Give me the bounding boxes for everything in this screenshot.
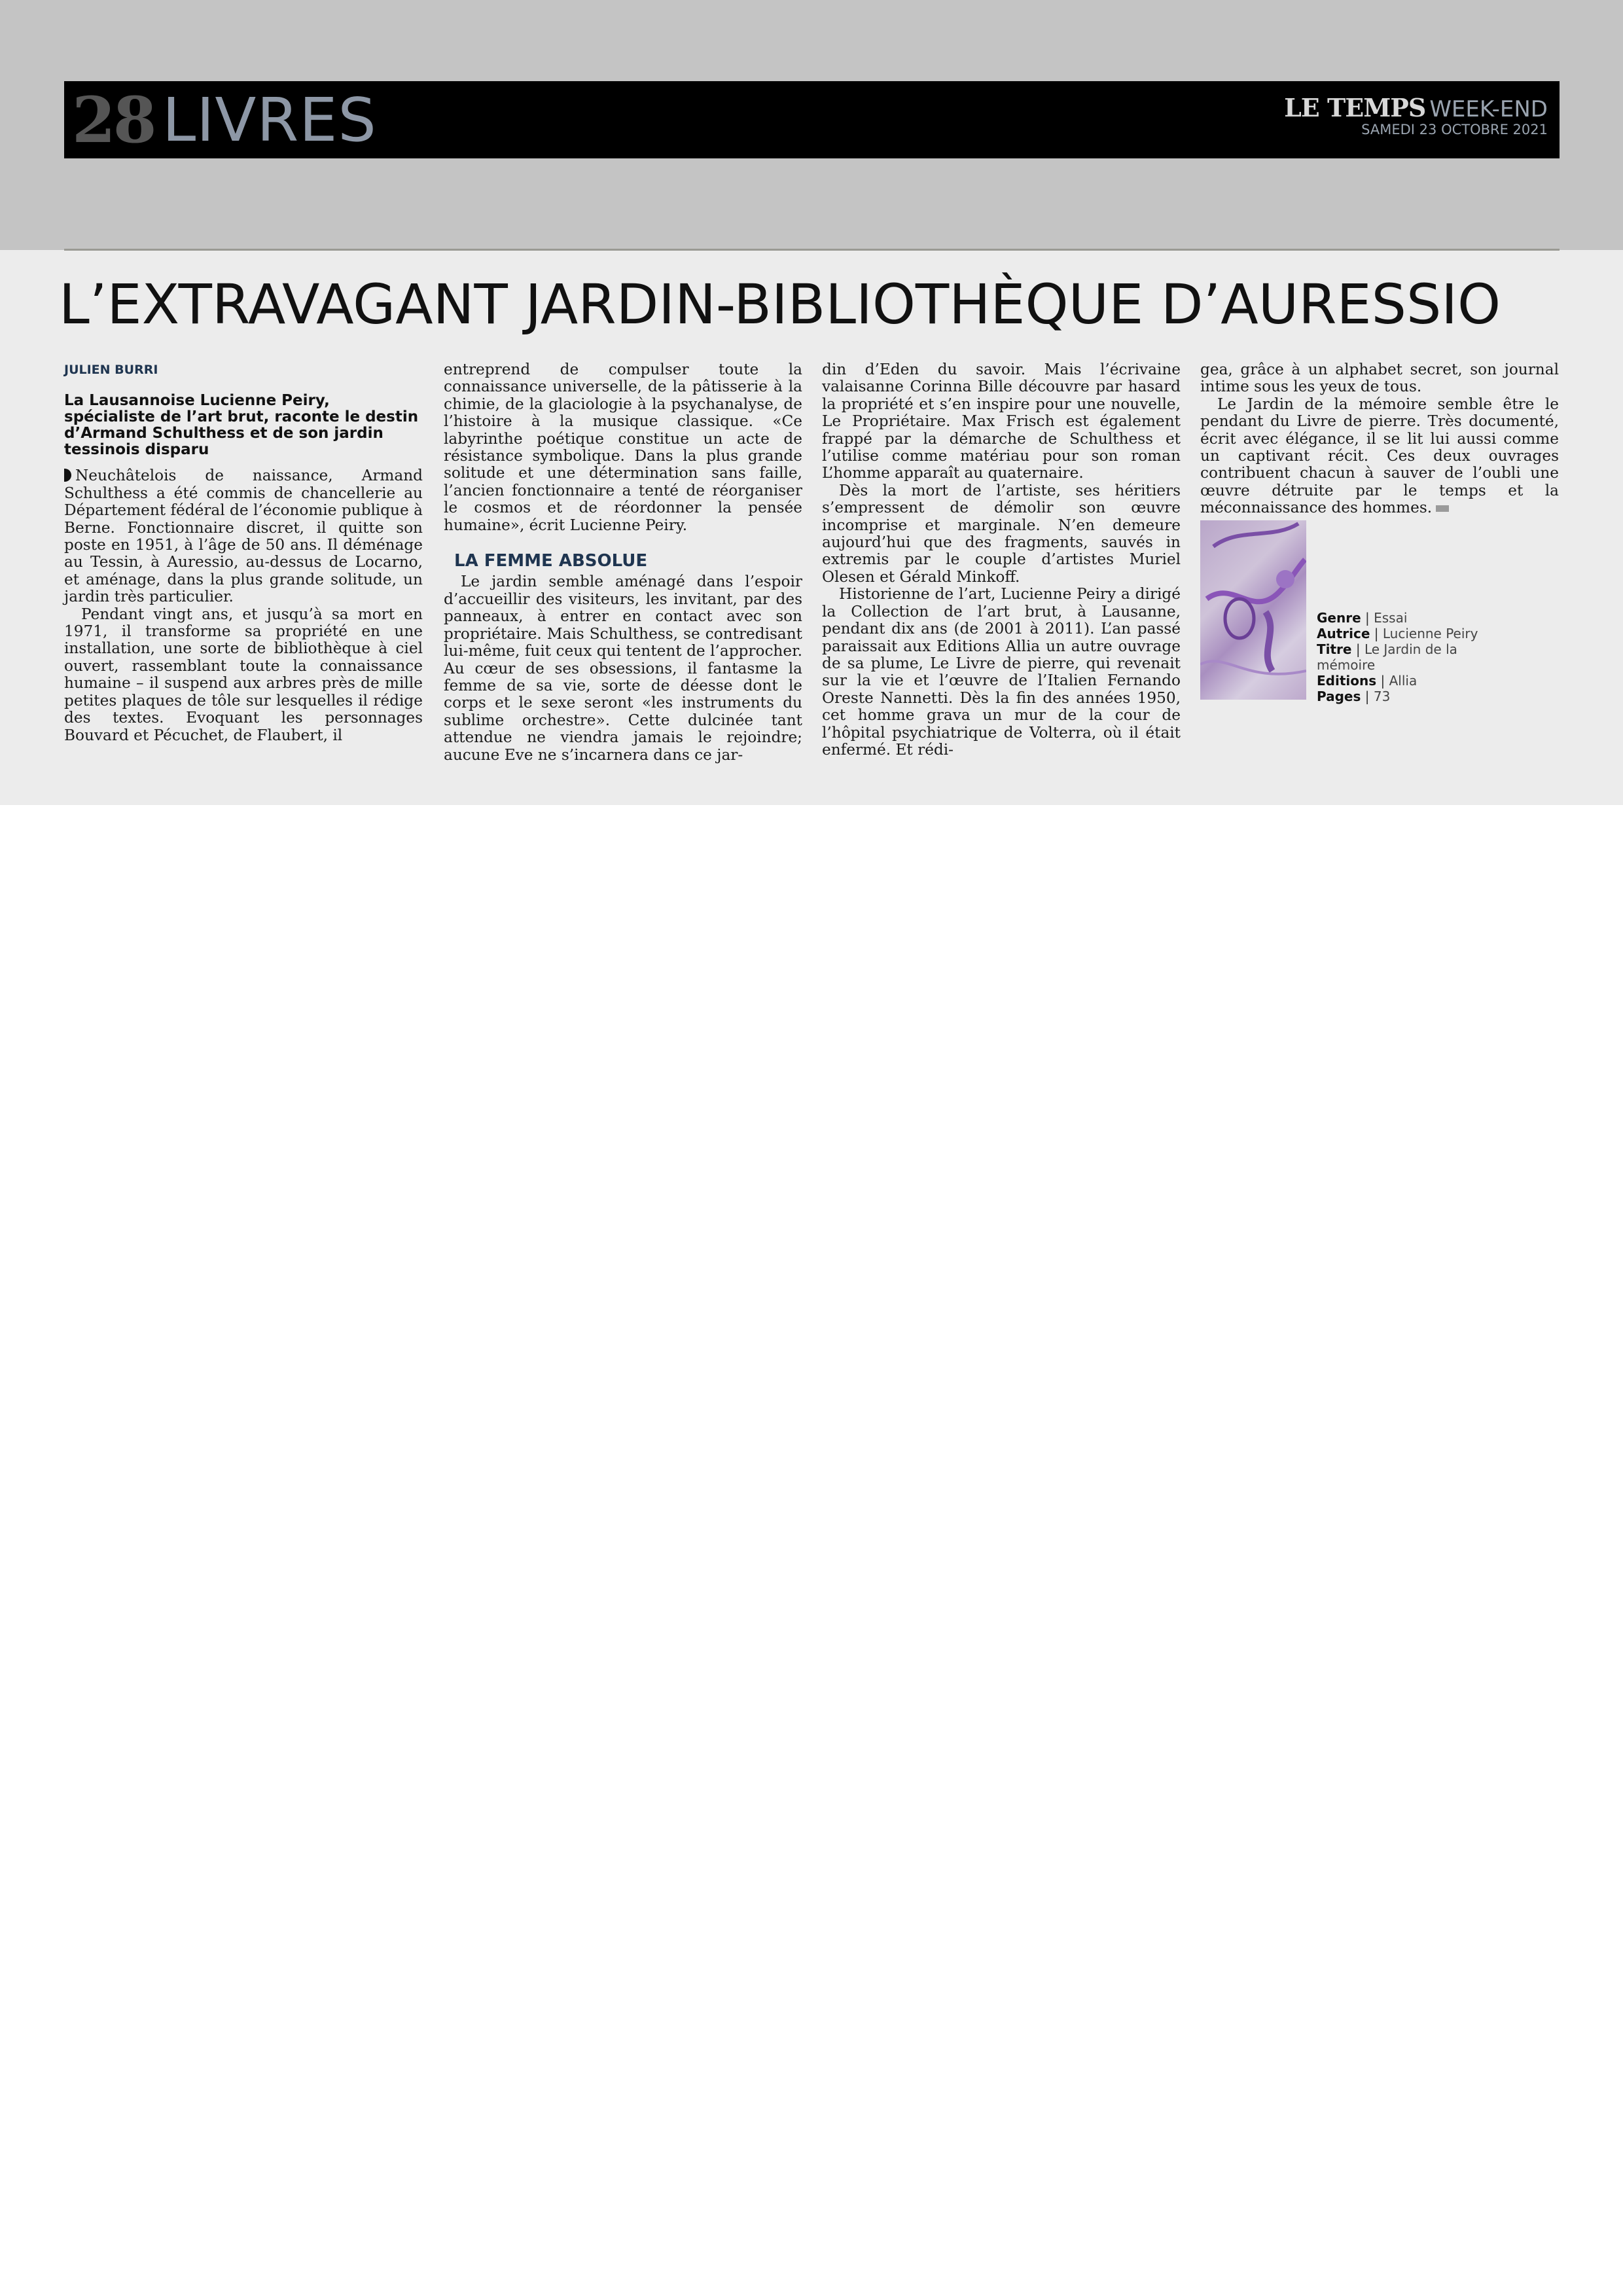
paragraph: Le Jardin de la mémoire semble être le pendant du Livre de pierre. Très documenté, écrit avec élégance, il se lit lui aussi comme un captivant récit. Ces deux ouvrages contribuent chacun à sauver de l’oubli une œuvre détruite par le temps et la méconnaissance des hommes. xyxy=(1200,395,1559,517)
info-author: Autrice | Lucienne Peiry xyxy=(1317,626,1478,641)
info-publisher: Editions | Allia xyxy=(1317,673,1418,689)
lead-bullet-icon xyxy=(64,469,71,482)
paragraph: Neuchâtelois de naissance, Armand Schulthess a été commis de chancellerie au Département fédéral de l’économie publique à Berne. Fonctionnaire discret, il quitte son poste en 1951, à l’âge de 50 ans. Il déménage au Tessin, à Auressio, au-dessus de Locarno, et aménage, dans la plus grande solitude, un jardin très particulier. xyxy=(64,467,423,606)
end-mark-icon xyxy=(1436,505,1449,512)
paragraph: Le jardin semble aménagé dans l’espoir d’accueillir des visiteurs, les invitant, par des panneaux, à entrer en contact avec son propriétaire. Mais Schulthess, se contredisant lui-même, fuit ceux qui tentent de l’approcher. Au cœur de ses obsessions, il fantasme la femme de sa vie, sorte de déesse dont le corps et le sexe seront «les instruments du sublime orchestre». Cette dulcinée tant attendue ne viendra jamais le rejoindre; aucune Eve ne s’incarnera dans ce jar- xyxy=(444,573,802,764)
paragraph: Historienne de l’art, Lucienne Peiry a dirigé la Collection de l’art brut, à Lausanne, pendant dix ans (de 2001 à 2011). L’an passé paraissait aux Editions Allia un autre ouvrage de sa plume, Le Livre de pierre, qui revenait sur la vie et l’œuvre de l’Italien Fernando Oreste Nannetti. Dès la fin des années 1950, cet homme grava un mur de la cour de l’hôpital psychiatrique de Volterra, où il était enfermé. Et rédi- xyxy=(822,585,1181,759)
book-info-box xyxy=(1317,610,1480,704)
paragraph: Pendant vingt ans, et jusqu’à sa mort en 1971, il transforme sa propriété en une installation, une sorte de bibliothèque à ciel ouvert, rassemblant toute la connaissance humaine – il suspend aux arbres près de mille petites plaques de tôle sur lesquelles il rédige des textes. Evoquant les personnages Bouvard et Pécuchet, de Flaubert, il xyxy=(64,605,423,744)
paragraph: Dès la mort de l’artiste, ses héritiers s’empressent de démolir son œuvre incomprise et marginale. N’en demeure aujourd’hui que des fragments, sauvés in extremis par le couple d’artistes Muriel Olesen et Gérald Minkoff. xyxy=(822,481,1181,586)
paragraph: din d’Eden du savoir. Mais l’écrivaine valaisanne Corinna Bille découvre par hasard la propriété et s’en inspire pour une nouvelle, Le Propriétaire. Max Frisch est également frappé par la démarche de Schulthess et l’utilise comme matériau pour son roman L’homme apparaît au quaternaire. xyxy=(822,361,1181,482)
book-cover-image xyxy=(1200,520,1306,700)
brand-name: LE TEMPS xyxy=(1284,93,1426,122)
divider xyxy=(64,249,1560,251)
info-title: Titre | Le Jardin de la mémoire xyxy=(1317,641,1457,673)
issue-date: SAMEDI 23 OCTOBRE 2021 xyxy=(1361,122,1548,137)
paragraph: entreprend de compulser toute la connaissance universelle, de la pâtisserie à la chimie, de la glaciologie à la psychanalyse, de l’histoire à la musique classique. «Ce labyrinthe poétique constitue un acte de résistance symbolique. Dans la plus grande solitude et une détermination sans faille, l’ancien fonctionnaire a tenté de réorganiser le cosmos et de réordonner la pensée humaine», écrit Lucienne Peiry. xyxy=(444,361,802,534)
article-column-1 xyxy=(64,361,423,744)
paragraph: gea, grâce à un alphabet secret, son journal intime sous les yeux de tous. xyxy=(1200,361,1559,396)
section-title: LIVRES xyxy=(162,85,377,155)
article-headline: L’EXTRAVAGANT JARDIN-BIBLIOTHÈQUE D’AURESSIO xyxy=(59,272,1501,336)
page-number: 28 xyxy=(72,83,154,157)
standfirst: La Lausannoise Lucienne Peiry, spécialiste de l’art brut, raconte le destin d’Armand Schulthess et de son jardin tessinois disparu xyxy=(64,392,419,459)
info-genre: Genre | Essai xyxy=(1317,610,1408,626)
info-pages: Pages | 73 xyxy=(1317,689,1391,704)
cover-art xyxy=(1200,520,1306,700)
brand-edition: WEEK-END xyxy=(1429,96,1548,122)
article-column-4 xyxy=(1200,361,1559,517)
newspaper-brand xyxy=(1284,93,1548,137)
article-column-3 xyxy=(822,361,1181,759)
subheading: LA FEMME ABSOLUE xyxy=(454,551,648,571)
byline: JULIEN BURRI xyxy=(64,363,158,377)
masthead xyxy=(64,81,1560,158)
article-column-2 xyxy=(444,361,802,764)
